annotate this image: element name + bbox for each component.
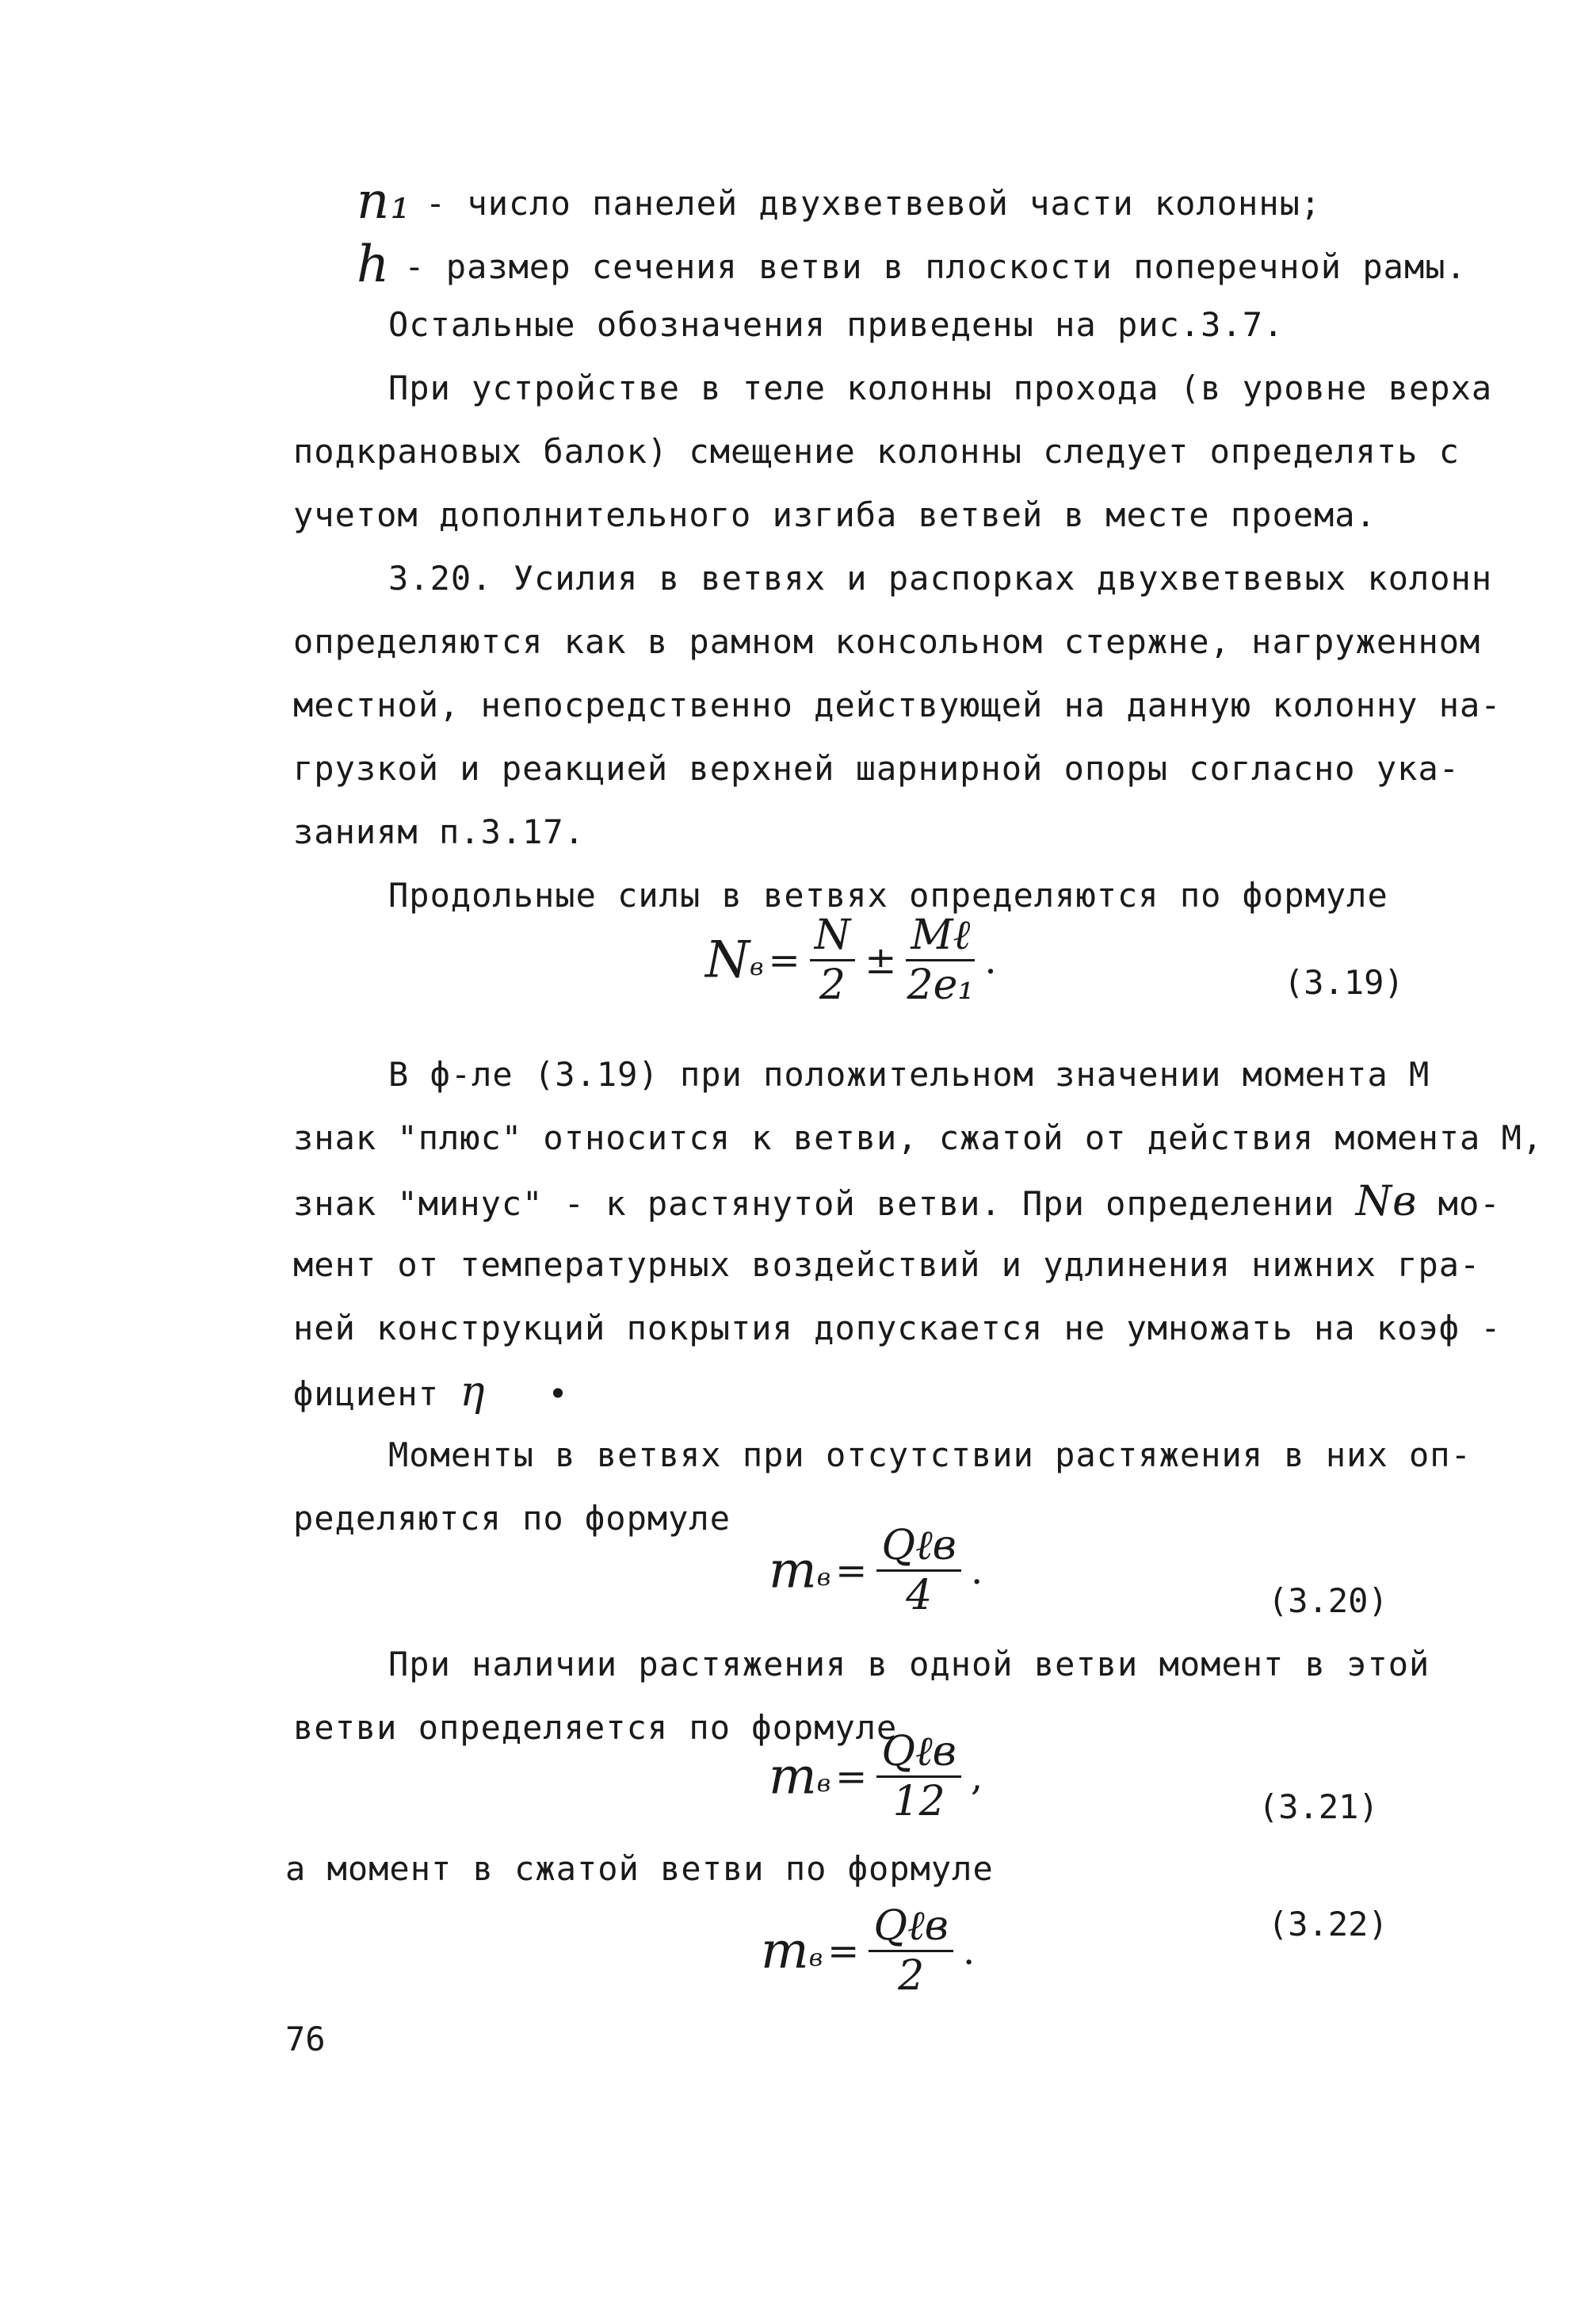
equation-number-3-22: (3.22) [1268, 1905, 1388, 1943]
paragraph-line: грузкой и реакцией верхней шарнирной опоры согласно ука- [293, 749, 1460, 788]
fraction-numerator: Mℓ [906, 911, 975, 961]
fraction-numerator: N [810, 911, 856, 961]
definition-h [357, 235, 1467, 294]
formula-end-punct: . [970, 1548, 983, 1593]
formula-end-punct: . [984, 938, 997, 983]
fraction-2 [906, 911, 975, 1009]
fraction-denominator: 12 [892, 1778, 945, 1825]
equals-sign: = [768, 938, 800, 983]
paragraph-line: ней конструкций покрытия допускается не умножать на коэф - [293, 1309, 1502, 1347]
paragraph-line: ределяются по формуле [293, 1499, 731, 1538]
formula-end-punct: . [962, 1928, 976, 1974]
equals-sign: = [835, 1754, 868, 1799]
fraction-denominator: 2 [819, 961, 846, 1009]
section-3-20-line: 3.20. Усилия в ветвях и распорках двухветвевых колонн [388, 559, 1493, 598]
formula-lhs: m [769, 1747, 817, 1806]
fraction-numerator: Qℓв [869, 1902, 953, 1952]
symbol-nv: Nв [1355, 1178, 1418, 1225]
equation-number-3-19: (3.19) [1284, 963, 1404, 1002]
fraction-numerator: Qℓв [876, 1728, 961, 1778]
fraction-denominator: 2 [898, 1952, 925, 2000]
paragraph-line: мент от температурных воздействий и удлинения нижних гра- [293, 1245, 1481, 1284]
fraction-numerator: Qℓв [876, 1522, 961, 1572]
formula-3-19 [705, 911, 1002, 1009]
equation-number-3-21: (3.21) [1258, 1787, 1379, 1826]
fraction [876, 1522, 961, 1619]
equals-sign: = [827, 1928, 860, 1974]
paragraph-line: определяются как в рамном консольном стержне, нагруженном [293, 622, 1481, 661]
formula-lhs: m [761, 1921, 809, 1981]
formula-lhs-subscript: в [750, 954, 764, 981]
fraction [869, 1902, 953, 2000]
formula-3-21 [769, 1728, 987, 1825]
paragraph-line: знак "плюс" относится к ветви, сжатой от действия момента М, [293, 1118, 1544, 1157]
paragraph-text: • [548, 1374, 569, 1413]
paragraph-line: При наличии растяжения в одной ветви момент в этой [388, 1645, 1430, 1683]
formula-lhs-subscript: в [816, 1770, 831, 1798]
paragraph-text: мо- [1438, 1184, 1501, 1223]
paragraph-line: учетом дополнительного изгиба ветвей в месте проема. [293, 495, 1376, 534]
formula-lhs-subscript: в [808, 1944, 823, 1972]
paragraph-text: фициент [293, 1374, 440, 1413]
page-number: 76 [285, 2020, 326, 2058]
fraction-denominator: 2e₁ [907, 961, 975, 1009]
paragraph-line: заниям п.3.17. [293, 812, 586, 851]
paragraph-line: При устройстве в теле колонны прохода (в уровне верха [388, 369, 1493, 407]
equals-sign: = [835, 1548, 868, 1593]
other-notation-line: Остальные обозначения приведены на рис.3.7. [388, 305, 1285, 344]
paragraph-line: Моменты в ветвях при отсутствии растяжения в них оп- [388, 1435, 1472, 1474]
paragraph-text: знак "минус" - к растянутой ветви. При определении [293, 1184, 1335, 1223]
formula-intro-3-19: Продольные силы в ветвях определяются по формуле [388, 876, 1388, 915]
paragraph-line: В ф-ле (3.19) при положительном значении момента М [388, 1055, 1430, 1094]
formula-end-punct: , [970, 1754, 983, 1799]
symbol-n1: n₁ [357, 172, 411, 231]
symbol-h: h [357, 235, 391, 294]
fraction-1 [810, 911, 856, 1009]
definition-text: - размер сечения ветви в плоскости поперечной рамы. [404, 247, 1467, 286]
paragraph-line [293, 1370, 569, 1416]
definition-text: - число панелей двухветвевой части колонны; [425, 184, 1322, 223]
symbol-eta: η [460, 1368, 486, 1416]
fraction-denominator: 4 [906, 1572, 933, 1619]
formula-lhs: m [769, 1541, 817, 1600]
plus-minus-sign: ± [865, 938, 897, 983]
paragraph-line: местной, непосредственно действующей на данную колонну на- [293, 686, 1502, 724]
paragraph-line [293, 1179, 1501, 1226]
formula-3-22 [761, 1902, 979, 2000]
equation-number-3-20: (3.20) [1268, 1581, 1388, 1620]
formula-3-20 [769, 1522, 987, 1619]
formula-lhs-subscript: в [816, 1564, 831, 1592]
definition-n1 [357, 172, 1322, 231]
formula-lhs: N [705, 931, 750, 990]
paragraph-line: ветви определяется по формуле [293, 1708, 898, 1747]
paragraph-line: а момент в сжатой ветви по формуле [285, 1849, 994, 1888]
paragraph-line: подкрановых балок) смещение колонны следует определять с [293, 432, 1460, 471]
fraction [876, 1728, 961, 1825]
